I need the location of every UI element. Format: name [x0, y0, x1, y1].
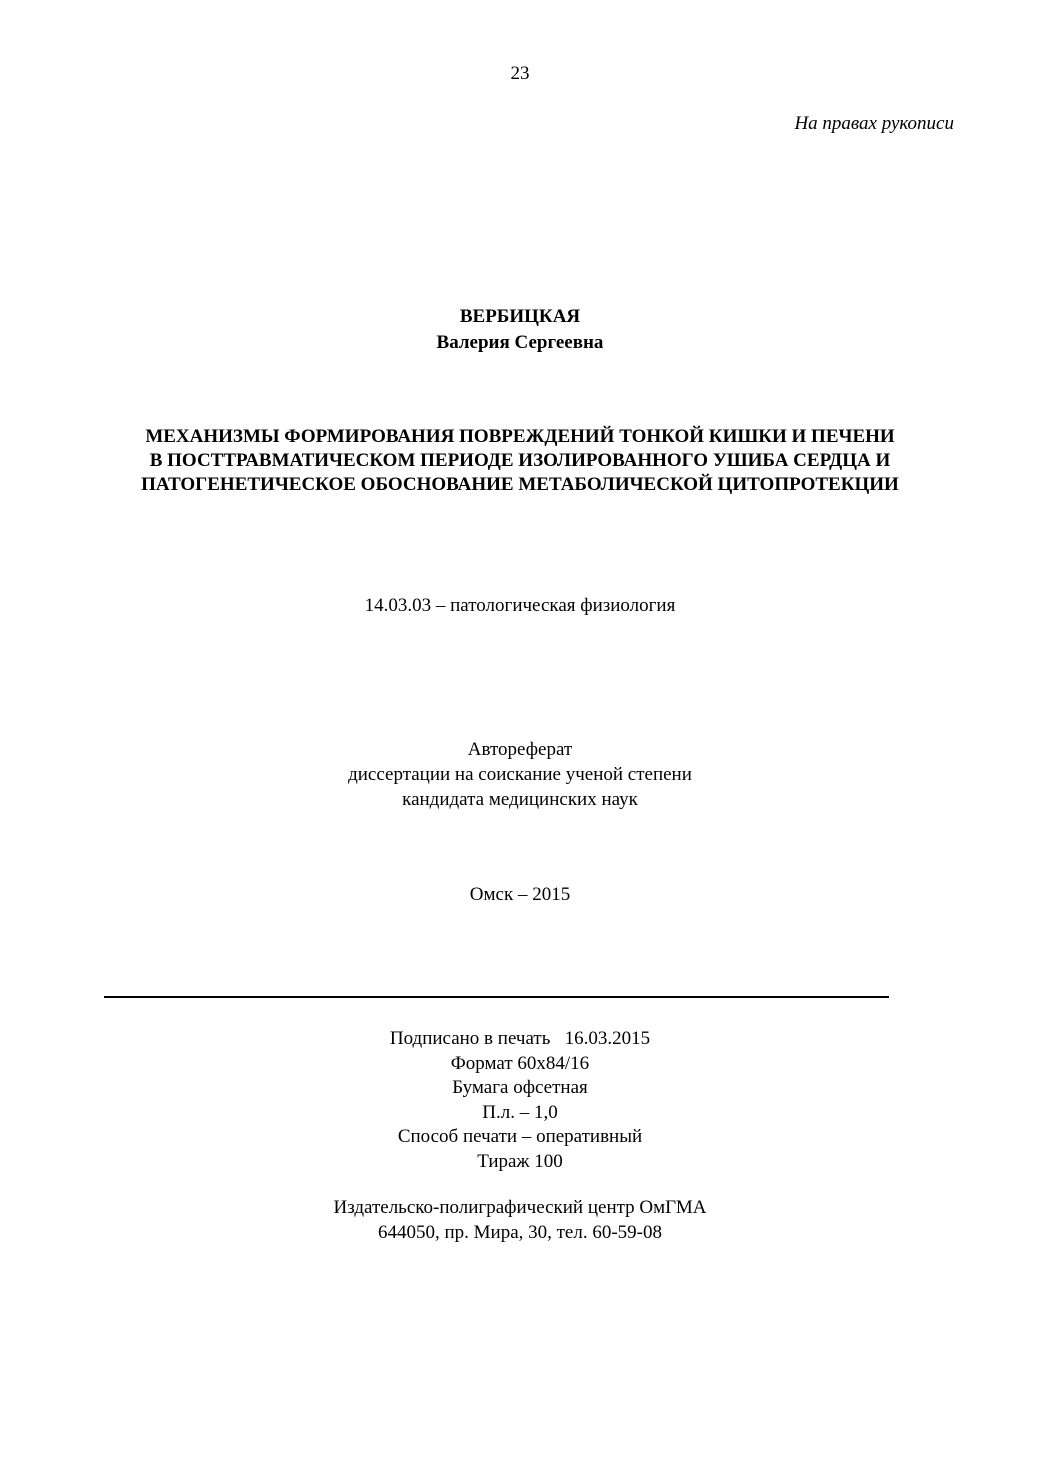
specialty-code: 14.03.03 – патологическая физиология	[364, 595, 676, 616]
publisher-line: 644050, пр. Мира, 30, тел. 60-59-08	[377, 1221, 663, 1243]
author-given-names: Валерия Сергеевна	[436, 332, 604, 353]
imprint-line: Подписано в печать 16.03.2015	[389, 1028, 651, 1049]
title-line: МЕХАНИЗМЫ ФОРМИРОВАНИЯ ПОВРЕЖДЕНИЙ ТОНКОЙ КИШКИ И ПЕЧЕНИ	[145, 426, 895, 447]
publisher-line: Издательско-полиграфический центр ОмГМА	[333, 1197, 707, 1218]
document-kind-line: диссертации на соискание ученой степени	[348, 764, 692, 785]
imprint-line: Формат 60х84/16	[450, 1052, 590, 1074]
publisher-block	[0, 1196, 1040, 1245]
imprint-line: Способ печати – оперативный	[397, 1126, 643, 1147]
title-line: ПАТОГЕНЕТИЧЕСКОЕ ОБОСНОВАНИЕ МЕТАБОЛИЧЕСКОЙ ЦИТОПРОТЕКЦИИ	[141, 474, 899, 495]
imprint-block	[0, 1027, 1040, 1174]
imprint-line: П.л. – 1,0	[482, 1101, 558, 1123]
imprint-line: Бумага офсетная	[452, 1077, 588, 1098]
imprint-line: Тираж 100	[477, 1150, 563, 1172]
place-year: Омск – 2015	[469, 884, 571, 905]
author-surname: ВЕРБИЦКАЯ	[459, 306, 581, 327]
separator-rule	[104, 996, 889, 998]
page-number: 23	[510, 63, 530, 84]
dissertation-title	[0, 425, 1040, 497]
document-kind	[0, 737, 1040, 812]
author-block	[0, 304, 1040, 356]
document-kind-line: кандидата медицинских наук	[402, 789, 638, 810]
title-line: В ПОСТТРАВМАТИЧЕСКОМ ПЕРИОДЕ ИЗОЛИРОВАННОГО УШИБА СЕРДЦА И	[149, 450, 891, 471]
rights-note: На правах рукописи	[794, 113, 954, 134]
document-kind-line: Автореферат	[467, 739, 573, 760]
